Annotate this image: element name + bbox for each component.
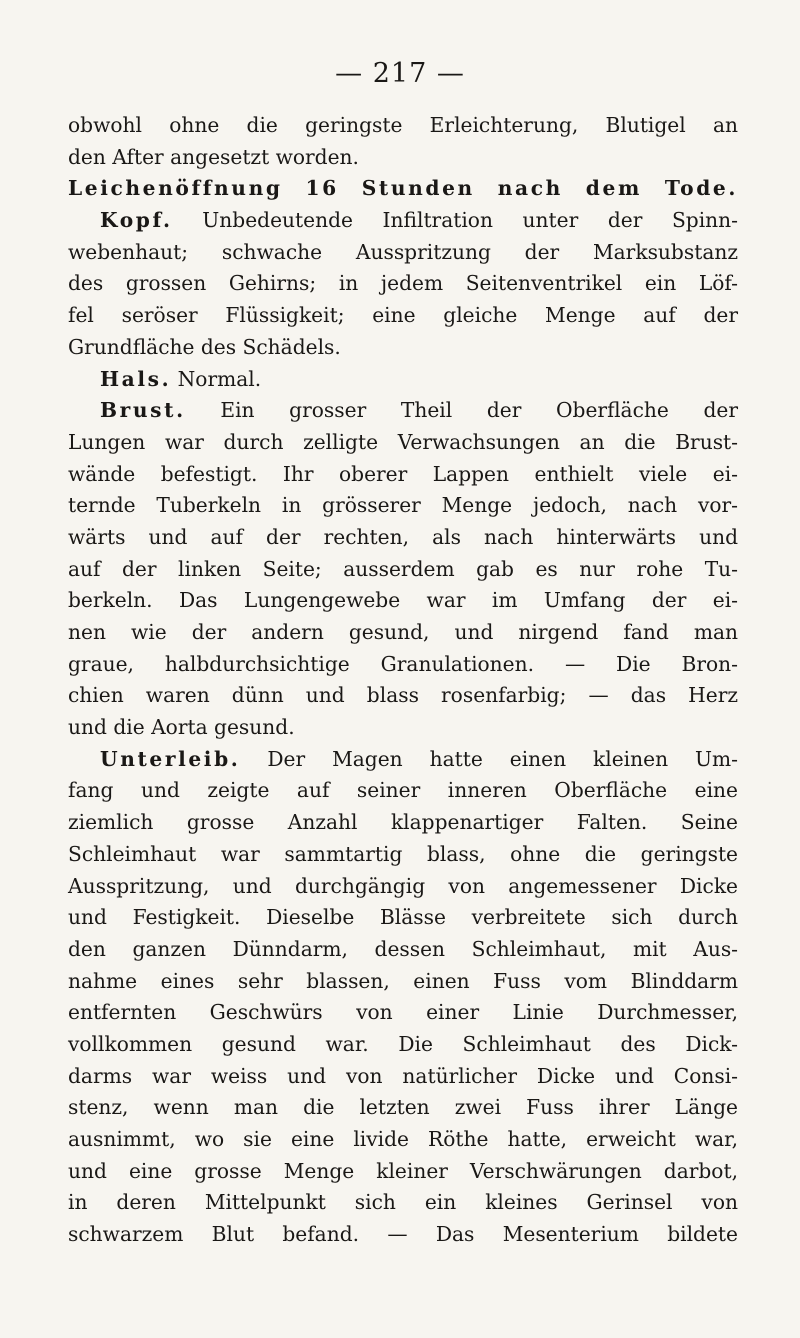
text-line: und Festigkeit. Dieselbe Blässe verbreitete sich durch (68, 905, 738, 930)
text-line: wände befestigt. Ihr oberer Lappen enthielt viele ei- (68, 461, 738, 486)
text-line: Brust. Ein grosser Theil der Oberfläche der (100, 398, 738, 423)
text-line: graue, halbdurchsichtige Granulationen. — Die Bron- (68, 651, 738, 676)
text-line: vollkommen gesund war. Die Schleimhaut des Dick- (68, 1031, 738, 1056)
text-line: und eine grosse Menge kleiner Verschwärungen darbot, (68, 1158, 738, 1183)
text-line: in deren Mittelpunkt sich ein kleines Gerinsel von (68, 1190, 738, 1215)
text-line: ausnimmt, wo sie eine livide Röthe hatte, erweicht war, (68, 1127, 738, 1151)
text-line: chien waren dünn und blass rosenfarbig; — das Herz (68, 683, 738, 708)
text-line: Hals. Normal. (100, 366, 262, 391)
text-line: stenz, wenn man die letzten zwei Fuss ihrer Länge (68, 1095, 738, 1120)
text-line: und die Aorta gesund. (68, 715, 295, 740)
text-line: schwarzem Blut befand. — Das Mesenterium bildete (68, 1222, 738, 1247)
text-line: auf der linken Seite; ausserdem gab es nur rohe Tu- (68, 556, 738, 581)
text-line: obwohl ohne die geringste Erleichterung, Blutigel an (68, 113, 738, 137)
text-line: nahme eines sehr blassen, einen Fuss vom Blinddarm (68, 968, 738, 993)
text-line: ternde Tuberkeln in grösserer Menge jedoch, nach vor- (68, 493, 738, 518)
text-line: entfernten Geschwürs von einer Linie Durchmesser, (68, 1000, 738, 1025)
text-line: Lungen war durch zelligte Verwachsungen an die Brust- (68, 429, 738, 454)
text-line: webenhaut; schwache Ausspritzung der Marksubstanz (68, 239, 738, 264)
text-line: nen wie der andern gesund, und nirgend fand man (68, 620, 738, 644)
text-line: fang und zeigte auf seiner inneren Oberfläche eine (68, 778, 738, 803)
text-line: den ganzen Dünndarm, dessen Schleimhaut, mit Aus- (68, 936, 738, 961)
text-line: wärts und auf der rechten, als nach hinterwärts und (68, 524, 738, 549)
text-line: des grossen Gehirns; in jedem Seitenventrikel ein Löf- (68, 271, 738, 296)
page-number: — 217 — (335, 58, 465, 89)
text-line: darms war weiss und von natürlicher Dicke und Consi- (68, 1063, 738, 1088)
text-line: Ausspritzung, und durchgängig von angemessener Dicke (68, 873, 738, 898)
text-line: fel seröser Flüssigkeit; eine gleiche Menge auf der (68, 303, 738, 328)
section-keyword: Kopf. (100, 208, 173, 233)
body-text (68, 110, 738, 1251)
text-line: Schleimhaut war sammtartig blass, ohne die geringste (68, 841, 738, 866)
section-keyword: Unterleib. (100, 746, 241, 771)
text-line: Grundfläche des Schädels. (68, 334, 341, 359)
text-line: Unterleib. Der Magen hatte einen kleinen Um- (100, 746, 738, 771)
section-keyword: Brust. (100, 398, 186, 423)
text-line: ziemlich grosse Anzahl klappenartiger Falten. Seine (68, 810, 738, 835)
text-line: Kopf. Unbedeutende Infiltration unter der Spinn- (100, 208, 738, 233)
section-heading: Leichenöffnung 16 Stunden nach dem Tode. (68, 176, 738, 201)
section-keyword: Hals. (100, 366, 172, 391)
text-line: berkeln. Das Lungengewebe war im Umfang der ei- (68, 588, 738, 613)
text-line: den After angesetzt worden. (68, 144, 359, 169)
